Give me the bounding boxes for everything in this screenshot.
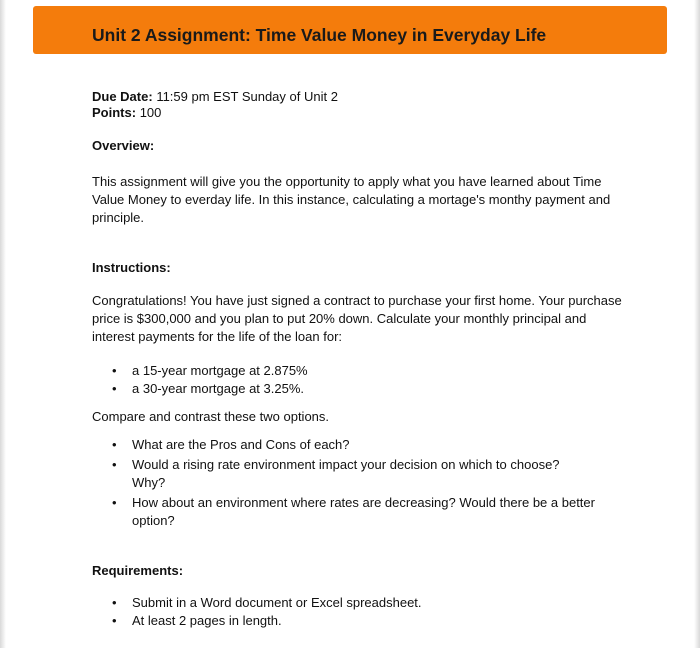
- title-banner: [33, 6, 667, 54]
- list-item: • Submit in a Word document or Excel spreadsheet.: [112, 595, 422, 610]
- list-item: • a 30-year mortgage at 3.25%.: [112, 381, 304, 396]
- page-edge-left: [0, 0, 6, 648]
- list-item: • Would a rising rate environment impact your decision on which to choose? Why?: [112, 457, 560, 490]
- list-item: • How about an environment where rates are decreasing? Would there be a better option?: [112, 495, 595, 528]
- bullet-icon: •: [112, 457, 117, 472]
- points-value: 100: [139, 105, 162, 120]
- list-item: • At least 2 pages in length.: [112, 613, 282, 628]
- bullet-icon: •: [112, 363, 117, 378]
- page-title: Unit 2 Assignment: Time Value Money in Everyday Life: [92, 25, 547, 45]
- list-item: • a 15-year mortgage at 2.875%: [112, 363, 308, 378]
- questions-list: [92, 436, 632, 530]
- requirements-heading: Requirements:: [92, 563, 184, 578]
- bullet-icon: •: [112, 381, 117, 396]
- due-date-label: Due Date:: [92, 89, 153, 104]
- bullet-icon: •: [112, 437, 117, 452]
- due-date-line: [92, 89, 632, 105]
- instructions-heading: Instructions:: [92, 260, 171, 275]
- points-line: [92, 105, 632, 121]
- bullet-icon: •: [112, 613, 117, 628]
- page-edge-right: [694, 0, 700, 648]
- instructions-text: Congratulations! You have just signed a contract to purchase your first home. Your purchase price is $300,000 and you plan to put 20% down. Calculate your monthly principal and interest payments for the life of the loan for:: [92, 293, 622, 344]
- points-label: Points:: [92, 105, 137, 120]
- compare-text: Compare and contrast these two options.: [92, 409, 330, 424]
- list-item: • What are the Pros and Cons of each?: [112, 437, 350, 452]
- document-body: [92, 89, 632, 630]
- mortgage-options-list: [92, 362, 632, 398]
- bullet-icon: •: [112, 595, 117, 610]
- requirements-list: [92, 594, 632, 630]
- overview-text: This assignment will give you the opportunity to apply what you have learned about Time Value Money to everday life. In this instance, calculating a mortage's monthy payment and principle.: [92, 174, 611, 225]
- due-date-value: 11:59 pm EST Sunday of Unit 2: [156, 89, 338, 104]
- overview-heading: Overview:: [92, 138, 155, 153]
- bullet-icon: •: [112, 495, 117, 510]
